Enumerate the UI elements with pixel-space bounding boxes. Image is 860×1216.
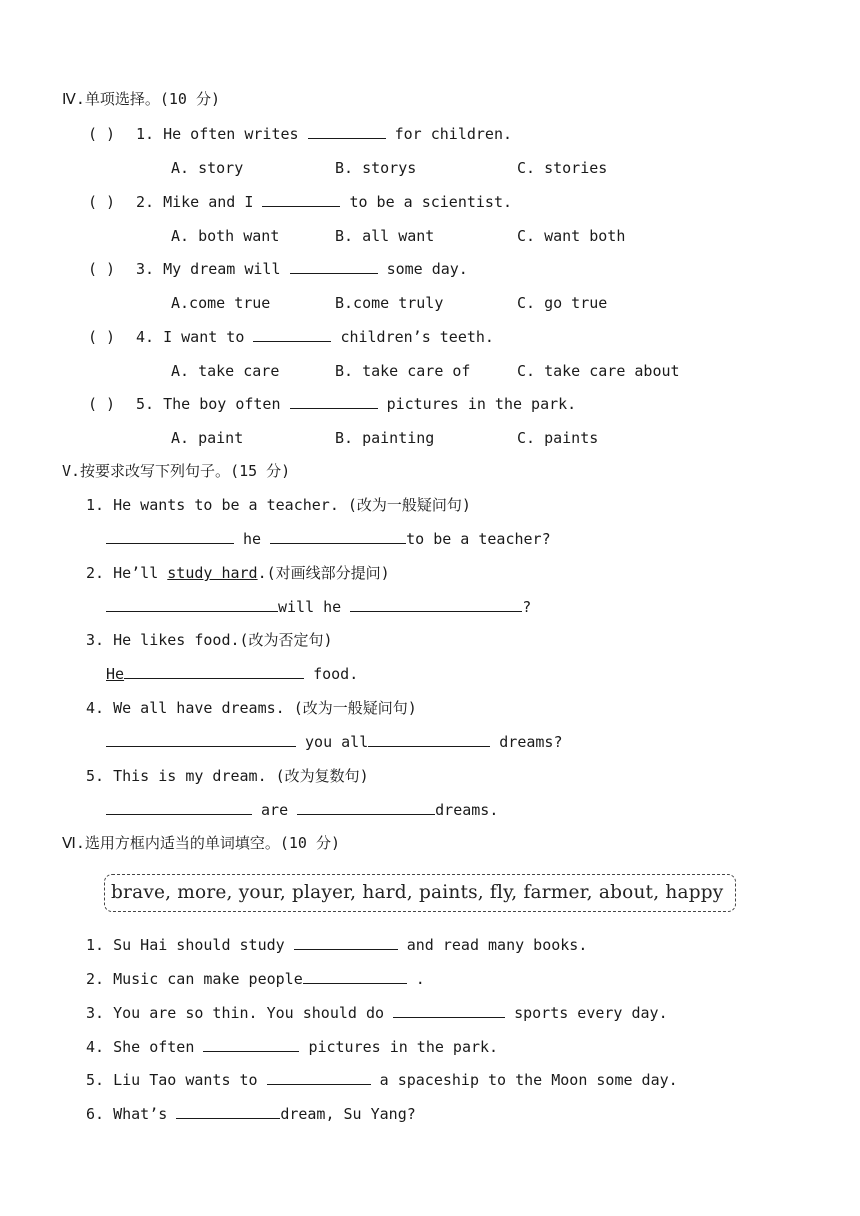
item-number: 5.	[86, 767, 105, 785]
answer-blank[interactable]	[106, 732, 296, 747]
section-6-title: Ⅵ.选用方框内适当的单词填空。(10 分)	[62, 834, 341, 852]
answer-blank[interactable]	[262, 192, 340, 207]
answer-blank[interactable]	[308, 124, 386, 139]
answer-blank[interactable]	[106, 800, 252, 815]
fill-item-6	[86, 1104, 416, 1124]
question-text-post: for children.	[394, 125, 513, 143]
option-a[interactable]: A. both want	[171, 227, 280, 245]
item-text-pre: What’s	[113, 1105, 168, 1123]
question-number: 4.	[136, 328, 155, 346]
option-a[interactable]: A.come true	[171, 294, 271, 312]
item-text-pre: Music can make people	[113, 970, 303, 988]
item-number: 6.	[86, 1105, 105, 1123]
item-text-pre: Liu Tao wants to	[113, 1071, 258, 1089]
option-a[interactable]: A. take care	[171, 362, 280, 380]
option-b[interactable]: B. storys	[335, 159, 417, 177]
item-sentence: We all have dreams. (改为一般疑问句)	[113, 699, 417, 717]
answer-blank[interactable]	[203, 1037, 299, 1052]
section-4-title: Ⅳ.单项选择。(10 分)	[62, 90, 221, 108]
item-sentence-post: .(对画线部分提问)	[257, 564, 390, 582]
question-text-pre: My dream will	[163, 260, 281, 278]
answer-blank[interactable]	[290, 259, 378, 274]
answer-end-text: dreams.	[435, 801, 499, 819]
option-a[interactable]: A. story	[171, 159, 244, 177]
option-a[interactable]: A. paint	[171, 429, 244, 447]
item-number: 1.	[86, 496, 105, 514]
answer-blank[interactable]	[267, 1070, 371, 1085]
question-text-post: some day.	[386, 260, 468, 278]
item-number: 3.	[86, 1004, 105, 1022]
item-sentence-pre: He’ll	[113, 564, 159, 582]
item-number: 3.	[86, 631, 105, 649]
question-number: 1.	[136, 125, 155, 143]
answer-mid-text: are	[261, 801, 289, 819]
fill-item-3	[86, 1003, 668, 1023]
answer-mid-text: you all	[305, 733, 369, 751]
answer-blank[interactable]	[253, 327, 331, 342]
option-c[interactable]: C. take care about	[517, 362, 680, 380]
question-text-post: to be a scientist.	[349, 193, 513, 211]
answer-blank[interactable]	[106, 597, 278, 612]
option-b[interactable]: B. all want	[335, 227, 435, 245]
item-text-post: dream, Su Yang?	[280, 1105, 416, 1123]
answer-blank[interactable]	[368, 732, 490, 747]
item-text-post: sports every day.	[514, 1004, 668, 1022]
item-sentence: He wants to be a teacher. (改为一般疑问句)	[113, 496, 471, 514]
answer-mid-text: he	[243, 530, 262, 548]
item-text-pre: Su Hai should study	[113, 936, 285, 954]
item-sentence: He likes food.(改为否定句)	[113, 631, 333, 649]
item-number: 1.	[86, 936, 105, 954]
answer-end-text: ?	[522, 598, 532, 616]
answer-blank[interactable]	[270, 529, 406, 544]
item-text-post: a spaceship to the Moon some day.	[379, 1071, 678, 1089]
answer-blank[interactable]	[106, 529, 234, 544]
answer-paren[interactable]: ( )	[88, 260, 116, 278]
item-sentence: This is my dream. (改为复数句)	[113, 767, 369, 785]
question-number: 5.	[136, 395, 155, 413]
question-text-pre: I want to	[163, 328, 245, 346]
section-5-title: V.按要求改写下列句子。(15 分)	[62, 462, 291, 480]
option-c[interactable]: C. want both	[517, 227, 626, 245]
item-text-pre: You are so thin. You should do	[113, 1004, 385, 1022]
answer-paren[interactable]: ( )	[88, 193, 116, 211]
question-text-pre: Mike and I	[163, 193, 254, 211]
answer-paren[interactable]: ( )	[88, 328, 116, 346]
item-text-post: and read many books.	[406, 936, 588, 954]
item-text-post: .	[415, 970, 425, 988]
item-text-pre: She often	[113, 1038, 195, 1056]
answer-blank[interactable]	[176, 1104, 280, 1119]
option-b[interactable]: B. take care of	[335, 362, 471, 380]
item-number: 2.	[86, 970, 105, 988]
answer-blank[interactable]	[350, 597, 522, 612]
question-text-pre: He often writes	[163, 125, 299, 143]
item-number: 4.	[86, 1038, 105, 1056]
answer-blank[interactable]	[124, 664, 304, 679]
answer-start-text: He	[106, 665, 125, 683]
question-number: 3.	[136, 260, 155, 278]
question-number: 2.	[136, 193, 155, 211]
item-text-post: pictures in the park.	[308, 1038, 499, 1056]
fill-item-5	[86, 1070, 678, 1090]
answer-paren[interactable]: ( )	[88, 125, 116, 143]
item-number: 4.	[86, 699, 105, 717]
answer-end-text: dreams?	[499, 733, 563, 751]
underlined-phrase: study hard	[167, 564, 258, 582]
answer-blank[interactable]	[303, 969, 407, 984]
answer-end-text: to be a teacher?	[406, 530, 551, 548]
item-number: 2.	[86, 564, 105, 582]
option-c[interactable]: C. go true	[517, 294, 608, 312]
answer-mid-text: will he	[278, 598, 342, 616]
answer-blank[interactable]	[290, 394, 378, 409]
word-bank-box: brave, more, your, player, hard, paints, fly, farmer, about, happy	[104, 874, 736, 912]
option-c[interactable]: C. stories	[517, 159, 608, 177]
answer-blank[interactable]	[294, 935, 398, 950]
answer-blank[interactable]	[297, 800, 435, 815]
option-c[interactable]: C. paints	[517, 429, 599, 447]
fill-item-1	[86, 935, 587, 955]
question-text-post: pictures in the park.	[386, 395, 577, 413]
question-text-post: children’s teeth.	[340, 328, 494, 346]
fill-item-2	[86, 969, 425, 989]
answer-end-text: food.	[313, 665, 359, 683]
option-b[interactable]: B.come truly	[335, 294, 444, 312]
fill-item-4	[86, 1037, 498, 1057]
question-text-pre: The boy often	[163, 395, 281, 413]
item-number: 5.	[86, 1071, 105, 1089]
answer-paren[interactable]: ( )	[88, 395, 116, 413]
option-b[interactable]: B. painting	[335, 429, 435, 447]
answer-blank[interactable]	[393, 1003, 505, 1018]
